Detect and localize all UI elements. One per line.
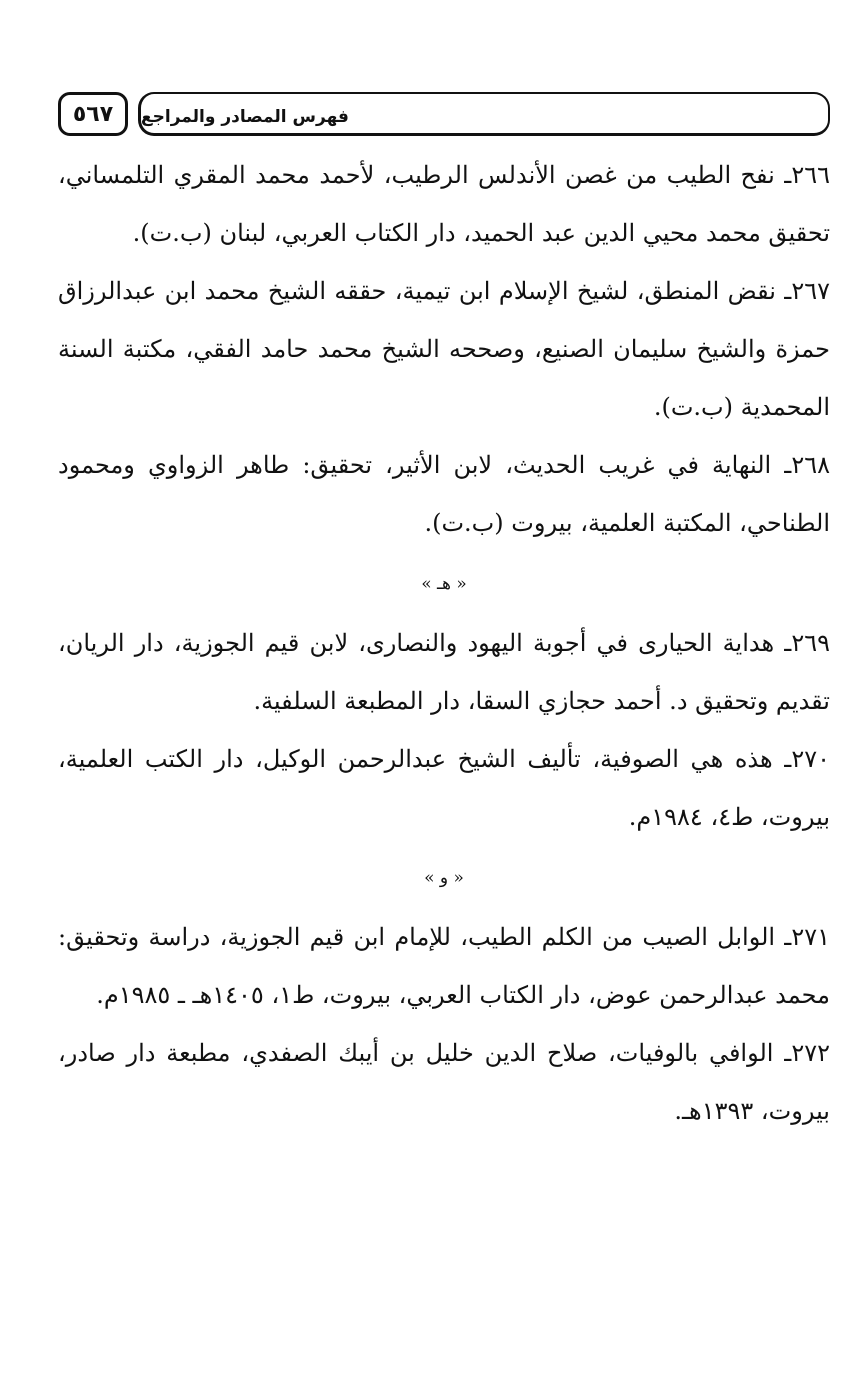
bibliography-entry-267: ٢٦٧ـ نقض المنطق، لشيخ الإسلام ابن تيمية، حققه الشيخ محمد ابن عبدالرزاق حمزة والشيخ سليمان الصنيع، وصححه الشيخ محمد حامد الفقي، مكتبة السنة المحمدية (ب.ت). xyxy=(58,277,830,421)
page-header xyxy=(58,92,830,142)
bibliography-entry-269: ٢٦٩ـ هداية الحيارى في أجوبة اليهود والنصارى، لابن قيم الجوزية، دار الريان، تقديم وتحقيق د. أحمد حجازي السقا، دار المطبعة السلفية. xyxy=(58,629,830,715)
page-number-box xyxy=(58,92,128,136)
page-number: ٥٦٧ xyxy=(72,101,114,127)
bibliography-entry-266: ٢٦٦ـ نفح الطيب من غصن الأندلس الرطيب، لأحمد محمد المقري التلمساني، تحقيق محمد محيي الدين عبد الحميد، دار الكتاب العربي، لبنان (ب.ت). xyxy=(58,161,830,247)
running-title-box xyxy=(138,92,830,136)
bibliography-entry-272: ٢٧٢ـ الوافي بالوفيات، صلاح الدين خليل بن أيبك الصفدي، مطبعة دار صادر، بيروت، ١٣٩٣هـ. xyxy=(58,1039,830,1125)
bibliography-list xyxy=(58,146,830,1140)
section-letter-heading: « هـ » xyxy=(421,574,467,594)
bibliography-entry-268: ٢٦٨ـ النهاية في غريب الحديث، لابن الأثير، تحقيق: طاهر الزواوي ومحمود الطناحي، المكتبة العلمية، بيروت (ب.ت). xyxy=(58,451,830,537)
running-title: فهرس المصادر والمراجع xyxy=(141,106,349,127)
bibliography-entry-271: ٢٧١ـ الوابل الصيب من الكلم الطيب، للإمام ابن قيم الجوزية، دراسة وتحقيق: محمد عبدالرحمن عوض، دار الكتاب العربي، بيروت، ط١، ١٤٠٥هـ ـ ١٩٨٥م. xyxy=(58,923,830,1009)
bibliography-entry-270: ٢٧٠ـ هذه هي الصوفية، تأليف الشيخ عبدالرحمن الوكيل، دار الكتب العلمية، بيروت، ط٤، ١٩٨٤م. xyxy=(58,745,830,831)
section-letter-heading: « و » xyxy=(424,868,464,888)
